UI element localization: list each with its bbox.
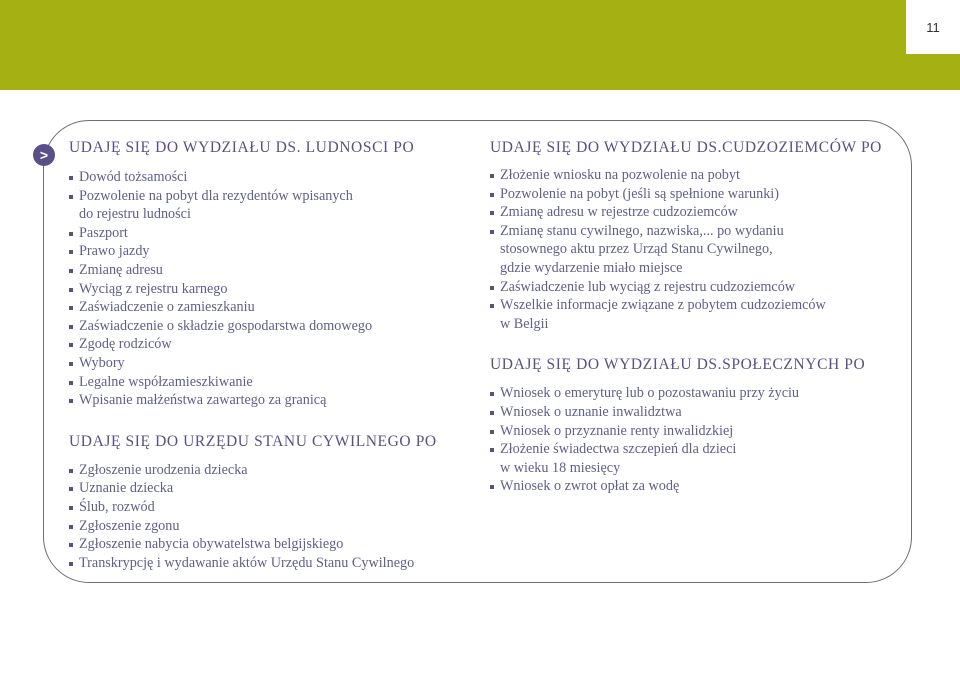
header-banner: [0, 0, 960, 90]
list-item: Wpisanie małżeństwa zawartego za granicą: [69, 391, 489, 410]
list-item: Wniosek o przyznanie renty inwalidzkiej: [490, 422, 910, 441]
section-heading-social: UDAJĘ SIĘ DO WYDZIAŁU DS.SPOŁECZNYCH PO: [490, 356, 866, 374]
list-item: Zgłoszenie urodzenia dziecka: [69, 461, 489, 480]
section-heading-foreigners: UDAJĘ SIĘ DO WYDZIAŁU DS.CUDZOZIEMCÓW PO: [490, 139, 882, 156]
list-item: Transkrypcję i wydawanie aktów Urzędu Stanu Cywilnego: [69, 554, 489, 573]
list-item: Zmianę adresu: [69, 261, 489, 280]
arrow-right-icon: >: [33, 144, 55, 166]
list-foreigners: [490, 166, 910, 333]
list-item: Ślub, rozwód: [69, 498, 489, 517]
list-item: Pozwolenie na pobyt dla rezydentów wpisanych do rejestru ludności: [69, 187, 489, 224]
list-item: Wniosek o uznanie inwalidztwa: [490, 403, 910, 422]
section-heading-population: UDAJĘ SIĘ DO WYDZIAŁU DS. LUDNOSCI PO: [69, 139, 415, 156]
section-heading-civil-registry: UDAJĘ SIĘ DO URZĘDU STANU CYWILNEGO PO: [69, 432, 437, 450]
list-item: Wniosek o zwrot opłat za wodę: [490, 477, 910, 496]
list-civil-registry: [69, 461, 489, 573]
list-item: Złożenie świadectwa szczepień dla dzieci w wieku 18 miesięcy: [490, 440, 910, 477]
list-item: Zmianę adresu w rejestrze cudzoziemców: [490, 203, 910, 222]
list-item: Zgłoszenie nabycia obywatelstwa belgijskiego: [69, 535, 489, 554]
list-item: Zaświadczenie lub wyciąg z rejestru cudzoziemców: [490, 278, 910, 297]
list-item: Uznanie dziecka: [69, 479, 489, 498]
list-item: Złożenie wniosku na pozwolenie na pobyt: [490, 166, 910, 185]
list-item: Paszport: [69, 224, 489, 243]
list-item: Pozwolenie na pobyt (jeśli są spełnione warunki): [490, 185, 910, 204]
list-item: Zgodę rodziców: [69, 335, 489, 354]
list-item: Zaświadczenie o zamieszkaniu: [69, 298, 489, 317]
left-column: [69, 139, 489, 572]
list-item: Zgłoszenie zgonu: [69, 517, 489, 536]
list-item: Wybory: [69, 354, 489, 373]
right-column: [490, 139, 910, 496]
list-item: Wyciąg z rejestru karnego: [69, 280, 489, 299]
list-item: Wszelkie informacje związane z pobytem cudzoziemców w Belgii: [490, 296, 910, 333]
page-number: 11: [906, 0, 960, 54]
list-item: Dowód tożsamości: [69, 168, 489, 187]
list-item: Prawo jazdy: [69, 242, 489, 261]
list-item: Wniosek o emeryturę lub o pozostawaniu przy życiu: [490, 384, 910, 403]
list-item: Zaświadczenie o składzie gospodarstwa domowego: [69, 317, 489, 336]
list-social: [490, 384, 910, 496]
list-item: Legalne współzamieszkiwanie: [69, 373, 489, 392]
list-population: [69, 168, 489, 410]
list-item: Zmianę stanu cywilnego, nazwiska,... po wydaniu stosownego aktu przez Urząd Stanu Cywilnego, gdzie wydarzenie miało miejsce: [490, 222, 910, 278]
